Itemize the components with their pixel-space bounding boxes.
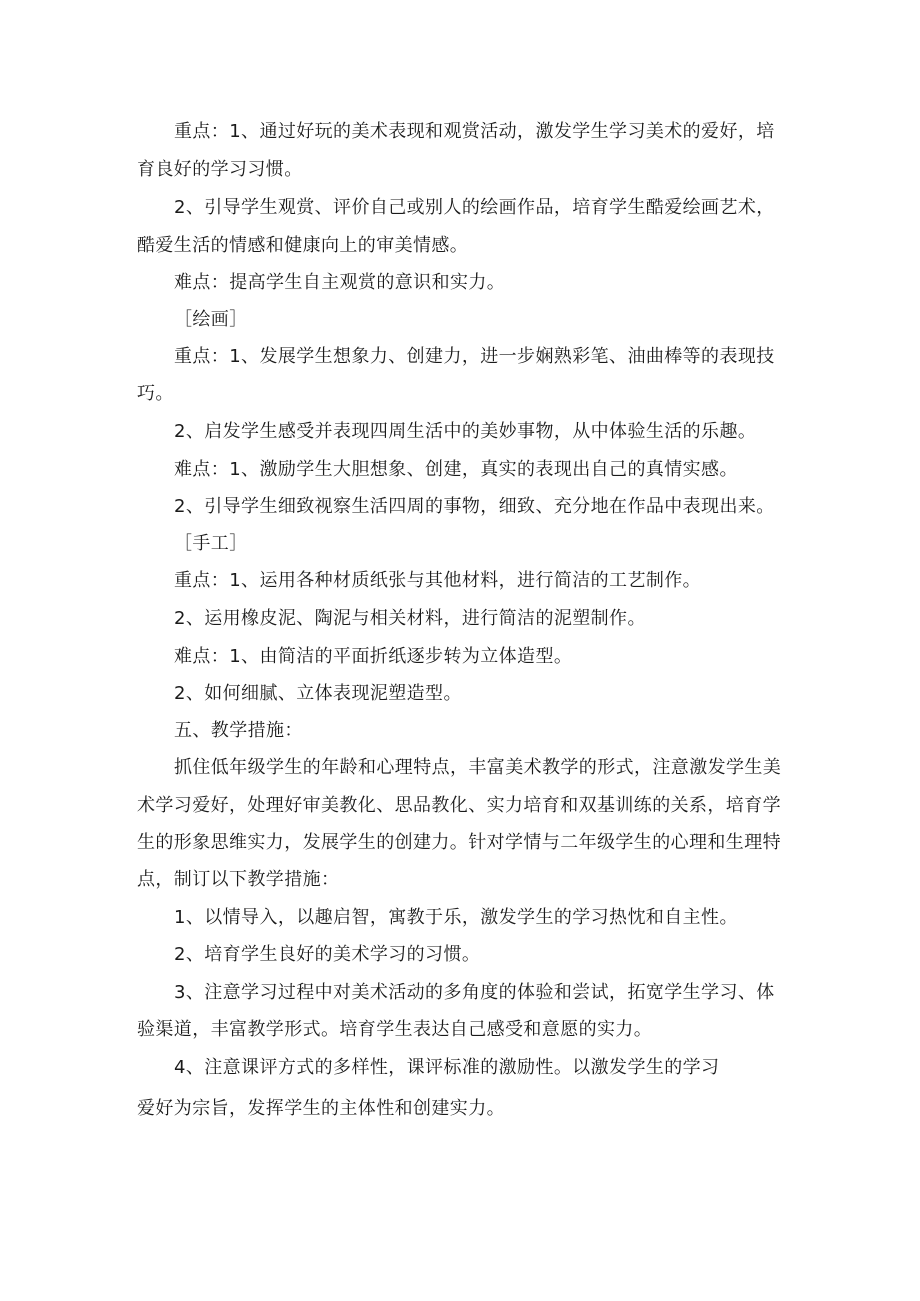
text-line: 难点：1、由简洁的平面折纸逐步转为立体造型。 [174,646,573,667]
text-line: 2、培育学生良好的美术学习的习惯。 [174,944,481,965]
text-line: 重点：1、通过好玩的美术表现和观赏活动，激发学生学习美术的爱好，培 [174,121,775,142]
text-line: 巧。 [137,383,174,404]
text-line: 难点：提高学生自主观赏的意识和实力。 [174,272,506,293]
text-line: 重点：1、发展学生想象力、创建力，进一步娴熟彩笔、油曲棒等的表现技 [174,346,775,367]
section-heading: ［手工］ [174,533,248,554]
text-line: 2、引导学生观赏、评价自己或别人的绘画作品，培育学生酷爱绘画艺术， [174,197,775,218]
text-line: 2、启发学生感受并表现四周生活中的美妙事物，从中体验生活的乐趣。 [174,421,757,442]
text-line: 2、如何细腻、立体表现泥塑造型。 [174,683,462,704]
text-line: 育良好的学习习惯。 [137,159,303,180]
text-line: 2、运用橡皮泥、陶泥与相关材料，进行简洁的泥塑制作。 [174,608,646,629]
text-line: 点，制订以下教学措施： [137,869,340,890]
text-line: 重点：1、运用各种材质纸张与其他材料，进行简洁的工艺制作。 [174,570,702,591]
text-line: 难点：1、激励学生大胆想象、创建，真实的表现出自己的真情实感。 [174,459,738,480]
text-line: 爱好为宗旨，发挥学生的主体性和创建实力。 [137,1098,505,1119]
text-line: 抓住低年级学生的年龄和心理特点，丰富美术教学的形式，注意激发学生美 [174,757,782,778]
text-line: 2、引导学生细致视察生活四周的事物，细致、充分地在作品中表现出来。 [174,496,775,517]
text-line: 3、注意学习过程中对美术活动的多角度的体验和尝试，拓宽学生学习、体 [174,982,775,1003]
section-heading: 五、教学措施： [174,720,303,741]
text-line: 术学习爱好，处理好审美教化、思品教化、实力培育和双基训练的关系，培育学 [137,795,781,816]
text-line: 验渠道，丰富教学形式。培育学生表达自己感受和意愿的实力。 [137,1019,653,1040]
text-line: 生的形象思维实力，发展学生的创建力。针对学情与二年级学生的心理和生理特 [137,832,781,853]
text-line: 4、注意课评方式的多样性，课评标准的激励性。以激发学生的学习 [174,1057,720,1078]
text-line: 酷爱生活的情感和健康向上的审美情感。 [137,235,469,256]
text-line: 1、以情导入，以趣启智，寓教于乐，激发学生的学习热忱和自主性。 [174,907,738,928]
section-heading: ［绘画］ [174,309,248,330]
